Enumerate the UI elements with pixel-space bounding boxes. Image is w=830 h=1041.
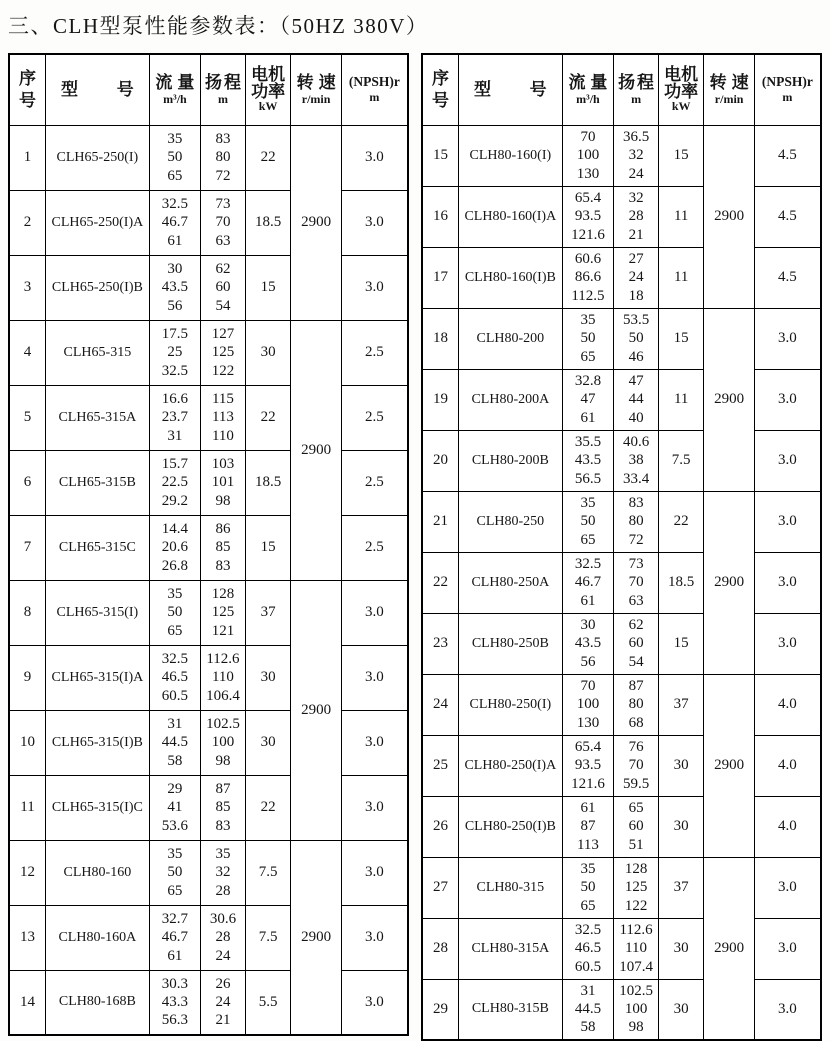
table-row — [422, 918, 821, 979]
power-cell: 11 — [658, 369, 703, 430]
speed-cell: 2900 — [704, 125, 754, 308]
head-cell: 86 85 83 — [201, 515, 246, 580]
speed-cell: 2900 — [291, 125, 341, 320]
model-cell: CLH80-200B — [458, 430, 562, 491]
flow-cell: 35 50 65 — [562, 857, 614, 918]
model-cell: CLH80-200A — [458, 369, 562, 430]
head-cell: 102.5 100 98 — [201, 710, 246, 775]
npsh-cell: 3.0 — [754, 430, 821, 491]
head-cell: 35 32 28 — [201, 840, 246, 905]
table-row — [9, 515, 408, 580]
table-row — [422, 125, 821, 186]
row-number-cell: 11 — [9, 775, 46, 840]
head-cell: 53.5 50 46 — [614, 308, 659, 369]
speed-cell: 2900 — [704, 674, 754, 857]
model-cell: CLH65-250(I) — [46, 125, 150, 190]
head-cell: 83 80 72 — [614, 491, 659, 552]
row-number-cell: 17 — [422, 247, 458, 308]
flow-cell: 35 50 65 — [562, 491, 614, 552]
model-cell: CLH65-315C — [46, 515, 150, 580]
column-header-model: 型 号 — [458, 54, 562, 125]
column-header-speed: 转速 r/min — [704, 54, 754, 125]
npsh-cell: 3.0 — [754, 552, 821, 613]
model-cell: CLH80-250A — [458, 552, 562, 613]
flow-cell: 30 43.5 56 — [562, 613, 614, 674]
table-row — [9, 450, 408, 515]
npsh-cell: 3.0 — [341, 970, 408, 1035]
table-row — [422, 796, 821, 857]
flow-cell: 65.4 93.5 121.6 — [562, 186, 614, 247]
flow-cell: 30 43.5 56 — [149, 255, 200, 320]
model-cell: CLH80-315B — [458, 979, 562, 1040]
npsh-cell: 3.0 — [754, 491, 821, 552]
row-number-cell: 19 — [422, 369, 458, 430]
row-number-cell: 28 — [422, 918, 458, 979]
head-cell: 27 24 18 — [614, 247, 659, 308]
model-cell: CLH65-250(I)B — [46, 255, 150, 320]
npsh-cell: 3.0 — [754, 613, 821, 674]
table-row — [422, 613, 821, 674]
column-header-flow: 流量 m³/h — [562, 54, 614, 125]
head-cell: 73 70 63 — [614, 552, 659, 613]
head-cell: 112.6 110 107.4 — [614, 918, 659, 979]
table-row — [422, 857, 821, 918]
npsh-cell: 4.0 — [754, 674, 821, 735]
npsh-cell: 4.5 — [754, 247, 821, 308]
table-row — [422, 369, 821, 430]
table-row — [9, 125, 408, 190]
speed-cell: 2900 — [704, 491, 754, 674]
speed-cell: 2900 — [704, 857, 754, 1040]
npsh-cell: 3.0 — [341, 775, 408, 840]
pump-table-left — [8, 53, 409, 1036]
flow-cell: 17.5 25 32.5 — [149, 320, 200, 385]
table-row — [9, 775, 408, 840]
flow-cell: 35 50 65 — [562, 308, 614, 369]
head-cell: 128 125 122 — [614, 857, 659, 918]
npsh-cell: 3.0 — [754, 857, 821, 918]
head-cell: 32 28 21 — [614, 186, 659, 247]
flow-cell: 70 100 130 — [562, 125, 614, 186]
power-cell: 37 — [658, 857, 703, 918]
model-cell: CLH65-315(I)C — [46, 775, 150, 840]
power-cell: 37 — [658, 674, 703, 735]
row-number-cell: 27 — [422, 857, 458, 918]
npsh-cell: 3.0 — [341, 580, 408, 645]
head-cell: 26 24 21 — [201, 970, 246, 1035]
power-cell: 18.5 — [245, 450, 291, 515]
head-cell: 103 101 98 — [201, 450, 246, 515]
npsh-cell: 3.0 — [341, 190, 408, 255]
row-number-cell: 18 — [422, 308, 458, 369]
row-number-cell: 29 — [422, 979, 458, 1040]
npsh-cell: 2.5 — [341, 450, 408, 515]
power-cell: 22 — [658, 491, 703, 552]
row-number-cell: 21 — [422, 491, 458, 552]
row-number-cell: 23 — [422, 613, 458, 674]
table-row — [9, 645, 408, 710]
row-number-cell: 5 — [9, 385, 46, 450]
npsh-cell: 4.5 — [754, 125, 821, 186]
npsh-cell: 3.0 — [754, 979, 821, 1040]
power-cell: 11 — [658, 247, 703, 308]
table-row — [422, 674, 821, 735]
model-cell: CLH80-250 — [458, 491, 562, 552]
flow-cell: 32.8 47 61 — [562, 369, 614, 430]
model-cell: CLH80-160A — [46, 905, 150, 970]
power-cell: 30 — [245, 710, 291, 775]
model-cell: CLH65-315 — [46, 320, 150, 385]
column-header-npsh: (NPSH)r m — [341, 54, 408, 125]
speed-cell: 2900 — [291, 840, 341, 1035]
head-cell: 83 80 72 — [201, 125, 246, 190]
flow-cell: 16.6 23.7 31 — [149, 385, 200, 450]
power-cell: 37 — [245, 580, 291, 645]
model-cell: CLH65-315(I)B — [46, 710, 150, 775]
speed-cell: 2900 — [291, 320, 341, 580]
flow-cell: 15.7 22.5 29.2 — [149, 450, 200, 515]
row-number-cell: 26 — [422, 796, 458, 857]
table-row — [422, 430, 821, 491]
flow-cell: 35 50 65 — [149, 840, 200, 905]
flow-cell: 32.5 46.7 61 — [562, 552, 614, 613]
row-number-cell: 8 — [9, 580, 46, 645]
column-header-flow: 流量 m³/h — [149, 54, 200, 125]
head-cell: 115 113 110 — [201, 385, 246, 450]
head-cell: 87 85 83 — [201, 775, 246, 840]
power-cell: 15 — [658, 308, 703, 369]
flow-cell: 31 44.5 58 — [149, 710, 200, 775]
row-number-cell: 14 — [9, 970, 46, 1035]
speed-cell: 2900 — [291, 580, 341, 840]
model-cell: CLH80-250B — [458, 613, 562, 674]
row-number-cell: 13 — [9, 905, 46, 970]
npsh-cell: 3.0 — [341, 255, 408, 320]
table-row — [9, 580, 408, 645]
row-number-cell: 3 — [9, 255, 46, 320]
flow-cell: 31 44.5 58 — [562, 979, 614, 1040]
column-header-no: 序 号 — [422, 54, 458, 125]
model-cell: CLH65-250(I)A — [46, 190, 150, 255]
table-row — [9, 970, 408, 1035]
power-cell: 15 — [245, 255, 291, 320]
page-title: 三、CLH型泵性能参数表：（50HZ 380V） — [8, 14, 429, 38]
column-header-model: 型 号 — [46, 54, 150, 125]
npsh-cell: 3.0 — [754, 369, 821, 430]
power-cell: 7.5 — [245, 840, 291, 905]
power-cell: 22 — [245, 385, 291, 450]
table-row — [422, 186, 821, 247]
column-header-head: 扬程 m — [614, 54, 659, 125]
power-cell: 30 — [658, 918, 703, 979]
model-cell: CLH80-160(I)B — [458, 247, 562, 308]
header-row — [422, 54, 821, 125]
head-cell: 30.6 28 24 — [201, 905, 246, 970]
row-number-cell: 24 — [422, 674, 458, 735]
flow-cell: 35 50 65 — [149, 125, 200, 190]
model-cell: CLH80-250(I)B — [458, 796, 562, 857]
row-number-cell: 25 — [422, 735, 458, 796]
power-cell: 22 — [245, 775, 291, 840]
npsh-cell: 3.0 — [341, 840, 408, 905]
model-cell: CLH80-160(I) — [458, 125, 562, 186]
flow-cell: 35.5 43.5 56.5 — [562, 430, 614, 491]
npsh-cell: 3.0 — [341, 645, 408, 710]
flow-cell: 65.4 93.5 121.6 — [562, 735, 614, 796]
model-cell: CLH65-315A — [46, 385, 150, 450]
row-number-cell: 1 — [9, 125, 46, 190]
row-number-cell: 6 — [9, 450, 46, 515]
power-cell: 30 — [245, 320, 291, 385]
npsh-cell: 3.0 — [341, 905, 408, 970]
column-header-no: 序 号 — [9, 54, 46, 125]
model-cell: CLH80-160 — [46, 840, 150, 905]
model-cell: CLH65-315(I) — [46, 580, 150, 645]
head-cell: 62 60 54 — [614, 613, 659, 674]
speed-cell: 2900 — [704, 308, 754, 491]
flow-cell: 61 87 113 — [562, 796, 614, 857]
model-cell: CLH80-250(I)A — [458, 735, 562, 796]
model-cell: CLH80-315 — [458, 857, 562, 918]
model-cell: CLH80-250(I) — [458, 674, 562, 735]
flow-cell: 70 100 130 — [562, 674, 614, 735]
npsh-cell: 2.5 — [341, 515, 408, 580]
table-row — [422, 552, 821, 613]
table-row — [9, 840, 408, 905]
npsh-cell: 3.0 — [754, 918, 821, 979]
table-row — [422, 247, 821, 308]
flow-cell: 29 41 53.6 — [149, 775, 200, 840]
row-number-cell: 2 — [9, 190, 46, 255]
row-number-cell: 20 — [422, 430, 458, 491]
power-cell: 30 — [658, 979, 703, 1040]
tables-container — [8, 53, 822, 1041]
head-cell: 36.5 32 24 — [614, 125, 659, 186]
model-cell: CLH80-200 — [458, 308, 562, 369]
npsh-cell: 4.5 — [754, 186, 821, 247]
power-cell: 30 — [658, 796, 703, 857]
row-number-cell: 4 — [9, 320, 46, 385]
head-cell: 127 125 122 — [201, 320, 246, 385]
table-row — [9, 255, 408, 320]
header-row — [9, 54, 408, 125]
flow-cell: 32.7 46.7 61 — [149, 905, 200, 970]
table-row — [9, 385, 408, 450]
column-header-power: 电机 功率 kW — [245, 54, 291, 125]
npsh-cell: 2.5 — [341, 385, 408, 450]
model-cell: CLH65-315(I)A — [46, 645, 150, 710]
power-cell: 15 — [658, 613, 703, 674]
flow-cell: 30.3 43.3 56.3 — [149, 970, 200, 1035]
table-row — [422, 735, 821, 796]
head-cell: 76 70 59.5 — [614, 735, 659, 796]
power-cell: 15 — [245, 515, 291, 580]
row-number-cell: 12 — [9, 840, 46, 905]
table-row — [9, 190, 408, 255]
table-row — [9, 905, 408, 970]
power-cell: 30 — [658, 735, 703, 796]
power-cell: 22 — [245, 125, 291, 190]
table-row — [9, 320, 408, 385]
model-cell: CLH80-168B — [46, 970, 150, 1035]
column-header-head: 扬程 m — [201, 54, 246, 125]
power-cell: 15 — [658, 125, 703, 186]
pump-table-right — [421, 53, 822, 1041]
model-cell: CLH80-160(I)A — [458, 186, 562, 247]
table-row — [422, 491, 821, 552]
npsh-cell: 4.0 — [754, 796, 821, 857]
model-cell: CLH65-315B — [46, 450, 150, 515]
table-row — [422, 308, 821, 369]
column-header-power: 电机 功率 kW — [658, 54, 703, 125]
head-cell: 73 70 63 — [201, 190, 246, 255]
row-number-cell: 9 — [9, 645, 46, 710]
table-row — [9, 710, 408, 775]
flow-cell: 32.5 46.7 61 — [149, 190, 200, 255]
npsh-cell: 2.5 — [341, 320, 408, 385]
row-number-cell: 10 — [9, 710, 46, 775]
head-cell: 40.6 38 33.4 — [614, 430, 659, 491]
head-cell: 62 60 54 — [201, 255, 246, 320]
head-cell: 112.6 110 106.4 — [201, 645, 246, 710]
table-row — [422, 979, 821, 1040]
row-number-cell: 15 — [422, 125, 458, 186]
row-number-cell: 7 — [9, 515, 46, 580]
npsh-cell: 3.0 — [341, 710, 408, 775]
npsh-cell: 4.0 — [754, 735, 821, 796]
head-cell: 47 44 40 — [614, 369, 659, 430]
power-cell: 30 — [245, 645, 291, 710]
flow-cell: 32.5 46.5 60.5 — [562, 918, 614, 979]
power-cell: 18.5 — [245, 190, 291, 255]
row-number-cell: 22 — [422, 552, 458, 613]
power-cell: 7.5 — [245, 905, 291, 970]
power-cell: 18.5 — [658, 552, 703, 613]
head-cell: 87 80 68 — [614, 674, 659, 735]
flow-cell: 60.6 86.6 112.5 — [562, 247, 614, 308]
npsh-cell: 3.0 — [341, 125, 408, 190]
model-cell: CLH80-315A — [458, 918, 562, 979]
flow-cell: 32.5 46.5 60.5 — [149, 645, 200, 710]
row-number-cell: 16 — [422, 186, 458, 247]
power-cell: 5.5 — [245, 970, 291, 1035]
head-cell: 128 125 121 — [201, 580, 246, 645]
head-cell: 102.5 100 98 — [614, 979, 659, 1040]
power-cell: 7.5 — [658, 430, 703, 491]
head-cell: 65 60 51 — [614, 796, 659, 857]
npsh-cell: 3.0 — [754, 308, 821, 369]
power-cell: 11 — [658, 186, 703, 247]
flow-cell: 14.4 20.6 26.8 — [149, 515, 200, 580]
flow-cell: 35 50 65 — [149, 580, 200, 645]
column-header-speed: 转速 r/min — [291, 54, 341, 125]
column-header-npsh: (NPSH)r m — [754, 54, 821, 125]
